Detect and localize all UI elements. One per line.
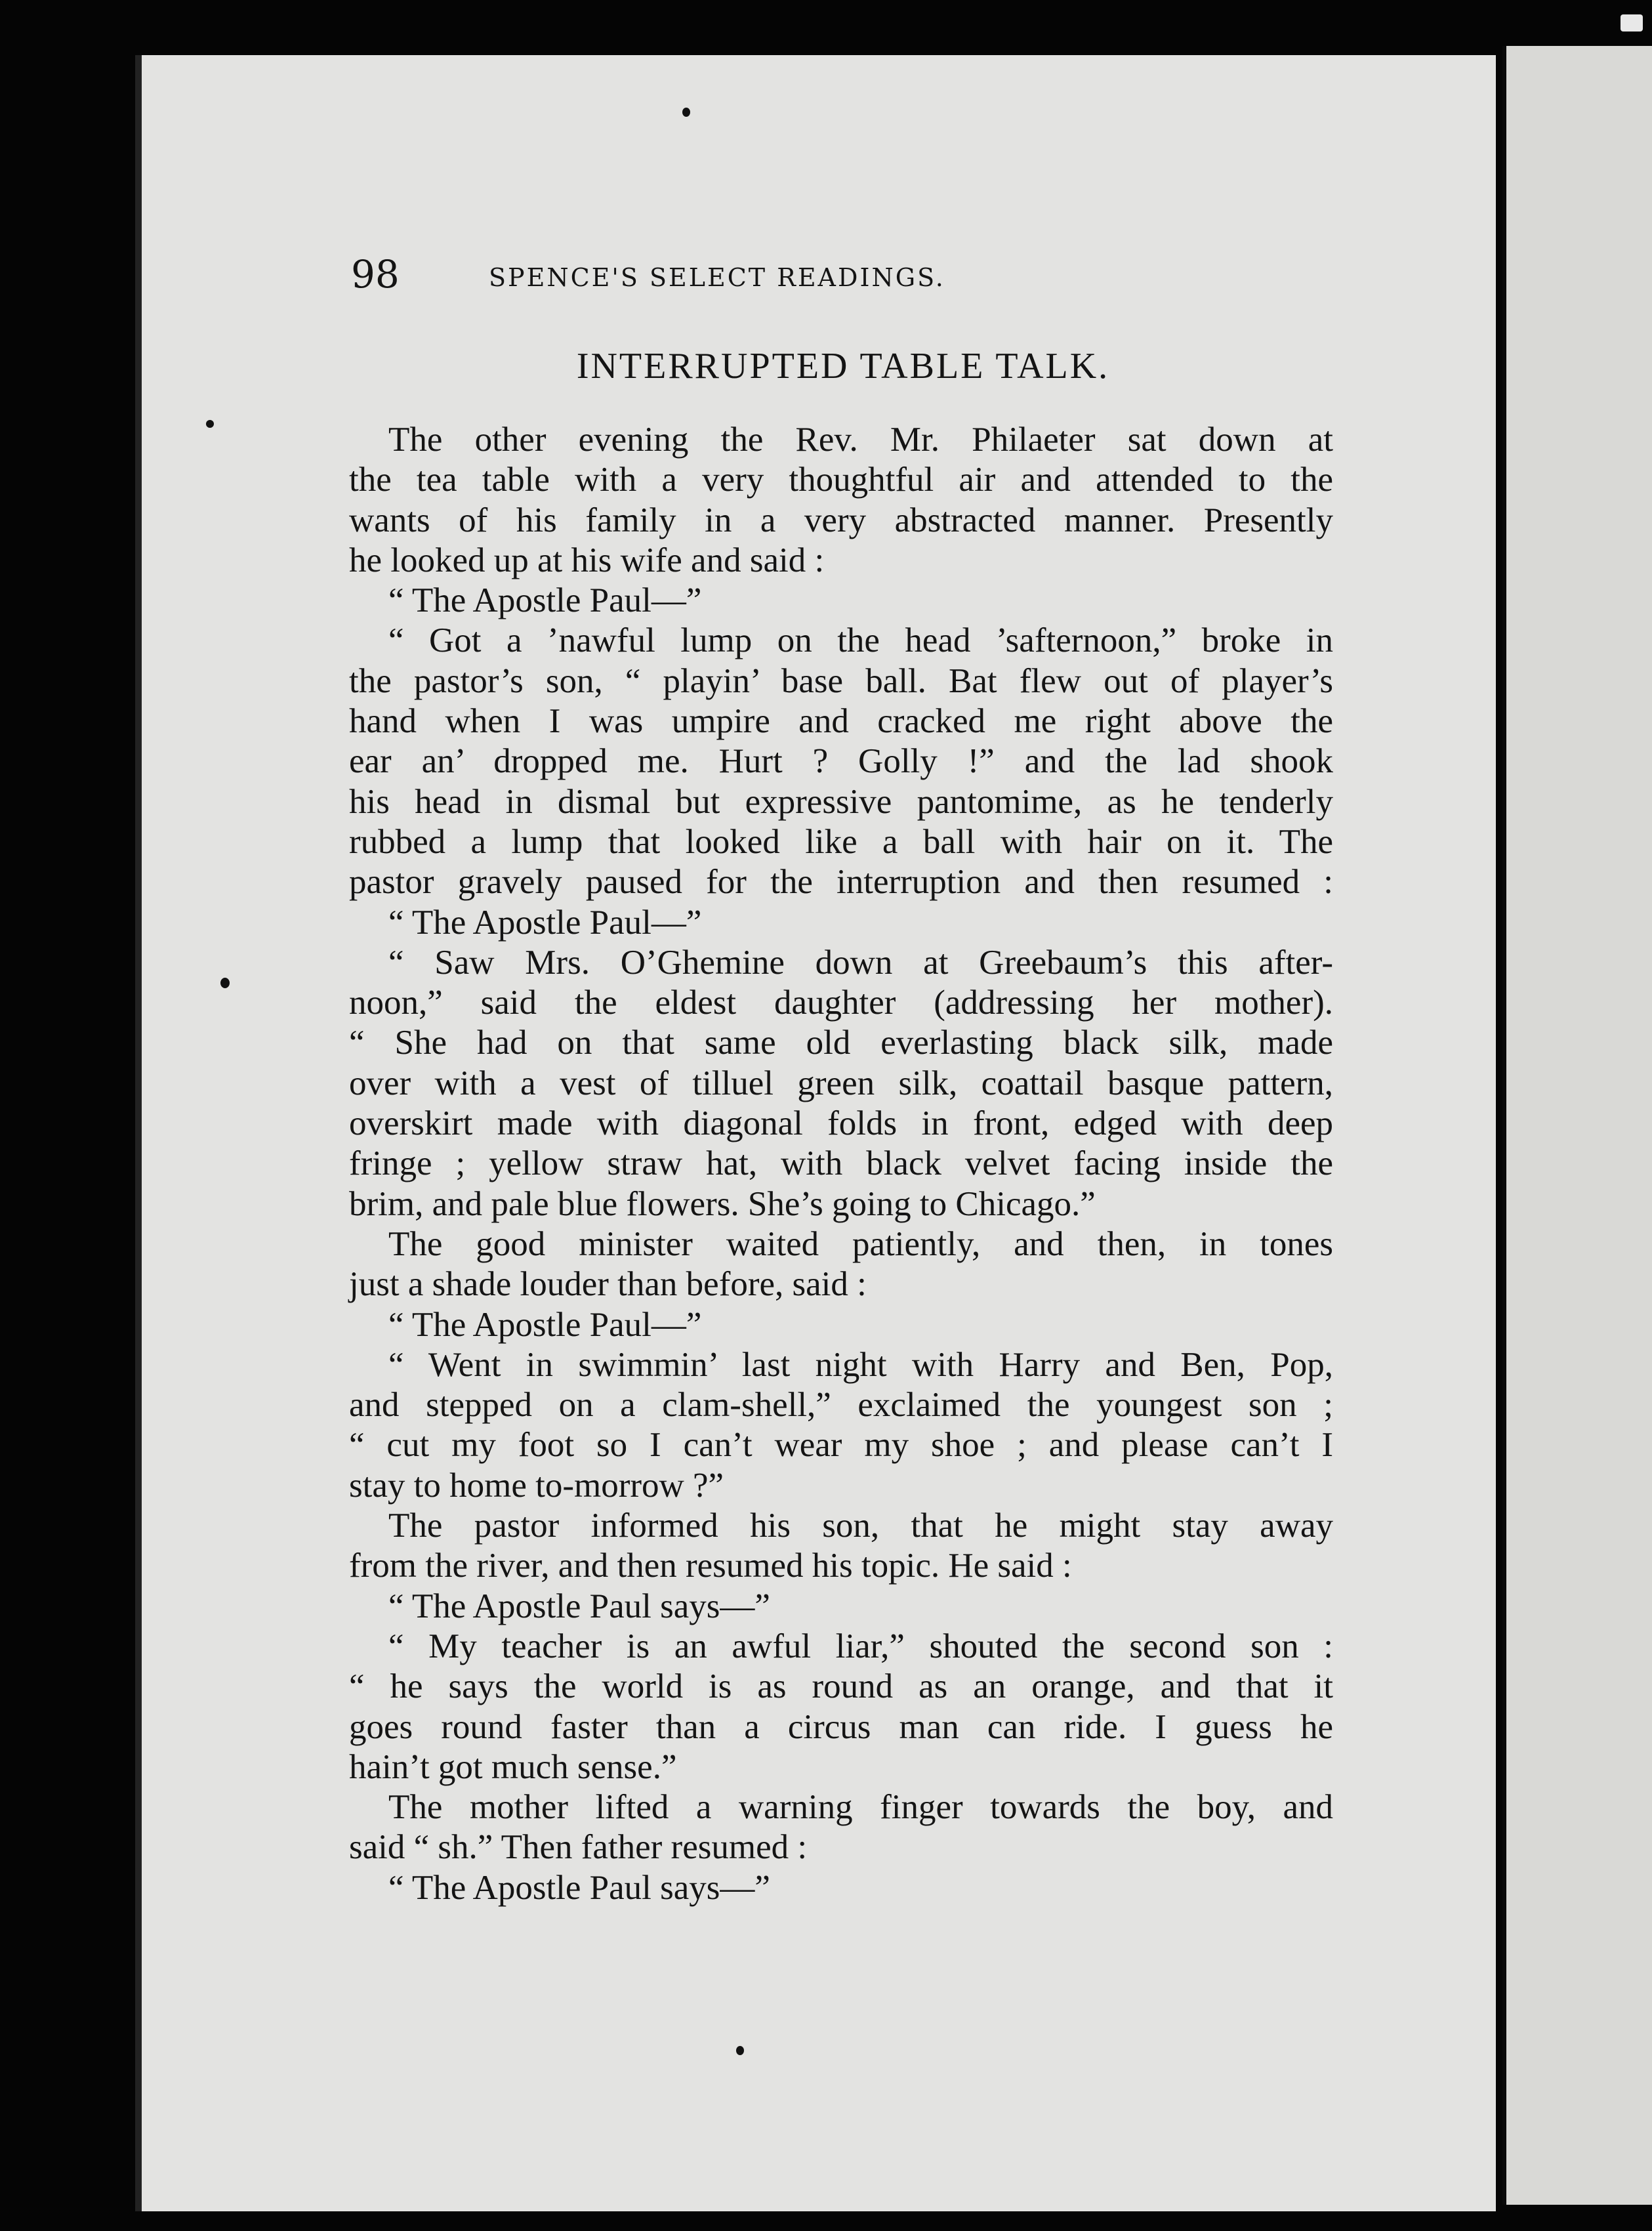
text-line: hain’t got much sense.” — [349, 1747, 677, 1786]
text-line: pastor gravely paused for the interruption and then resumed : — [349, 863, 1333, 902]
text-line: “ Got a ’nawful lump on the head ’safternoon,” broke in — [388, 621, 1333, 660]
article-title: INTERRUPTED TABLE TALK. — [576, 346, 1110, 386]
text-line: said “ sh.” Then father resumed : — [349, 1828, 808, 1867]
text-line: the tea table with a very thoughtful air and attended to the — [349, 461, 1333, 499]
text-line: hand when I was umpire and cracked me right above the — [349, 702, 1333, 741]
text-line: just a shade louder than before, said : — [349, 1265, 867, 1304]
text-line: “ Saw Mrs. O’Ghemine down at Greebaum’s this after- — [388, 943, 1333, 982]
text-line: “ Went in swimmin’ last night with Harry and Ben, Pop, — [388, 1345, 1333, 1384]
binding-edge — [135, 55, 142, 2211]
running-head: SPENCE'S SELECT READINGS. — [489, 263, 945, 292]
text-line: “ The Apostle Paul—” — [388, 581, 702, 620]
facing-page-edge — [1502, 46, 1652, 2205]
text-line: The pastor informed his son, that he might stay away — [388, 1507, 1333, 1545]
text-line: The mother lifted a warning finger towards the boy, and — [388, 1788, 1333, 1827]
text-line: noon,” said the eldest daughter (addressing her mother). — [349, 984, 1333, 1022]
text-line: and stepped on a clam-shell,” exclaimed the youngest son ; — [349, 1386, 1333, 1425]
scan-speck — [1621, 14, 1643, 31]
text-line: the pastor’s son, “ playin’ base ball. Bat flew out of player’s — [349, 661, 1333, 700]
article-body — [349, 420, 1333, 1908]
text-line: fringe ; yellow straw hat, with black velvet facing inside the — [349, 1144, 1333, 1183]
text-line: overskirt made with diagonal folds in front, edged with deep — [349, 1104, 1333, 1143]
text-line: ear an’ dropped me. Hurt ? Golly !” and the lad shook — [349, 742, 1333, 781]
text-line: rubbed a lump that looked like a ball with hair on it. The — [349, 822, 1333, 861]
scan-speck — [736, 2046, 744, 2055]
text-line: “ cut my foot so I can’t wear my shoe ; and please can’t I — [349, 1426, 1333, 1465]
text-line: “ She had on that same old everlasting black silk, made — [349, 1024, 1333, 1062]
text-line: he looked up at his wife and said : — [349, 541, 825, 579]
text-line: The good minister waited patiently, and then, in tones — [388, 1224, 1333, 1263]
text-line: stay to home to-morrow ?” — [349, 1466, 724, 1505]
text-line: brim, and pale blue flowers. She’s going to Chicago.” — [349, 1184, 1096, 1223]
text-line: wants of his family in a very abstracted manner. Presently — [349, 501, 1333, 539]
page-header — [351, 248, 1361, 301]
text-line: “ he says the world is as round as an orange, and that it — [349, 1667, 1333, 1706]
scan-speck — [682, 108, 690, 117]
text-line: “ The Apostle Paul—” — [388, 1305, 702, 1344]
scan-speck — [206, 420, 214, 428]
text-line: from the river, and then resumed his topic. He said : — [349, 1547, 1072, 1585]
text-line: The other evening the Rev. Mr. Philaeter sat down at — [388, 421, 1333, 459]
text-line: “ The Apostle Paul says—” — [388, 1868, 770, 1907]
scan-speck — [220, 978, 230, 988]
text-line: his head in dismal but expressive pantomime, as he tenderly — [349, 782, 1333, 821]
text-line: “ My teacher is an awful liar,” shouted the second son : — [388, 1627, 1333, 1665]
text-line: goes round faster than a circus man can ride. I guess he — [349, 1707, 1333, 1746]
page-number: 98 — [351, 252, 400, 297]
text-line: over with a vest of tilluel green silk, coattail basque pattern, — [349, 1064, 1333, 1102]
text-line: “ The Apostle Paul says—” — [388, 1587, 770, 1625]
text-line: “ The Apostle Paul—” — [388, 903, 702, 942]
